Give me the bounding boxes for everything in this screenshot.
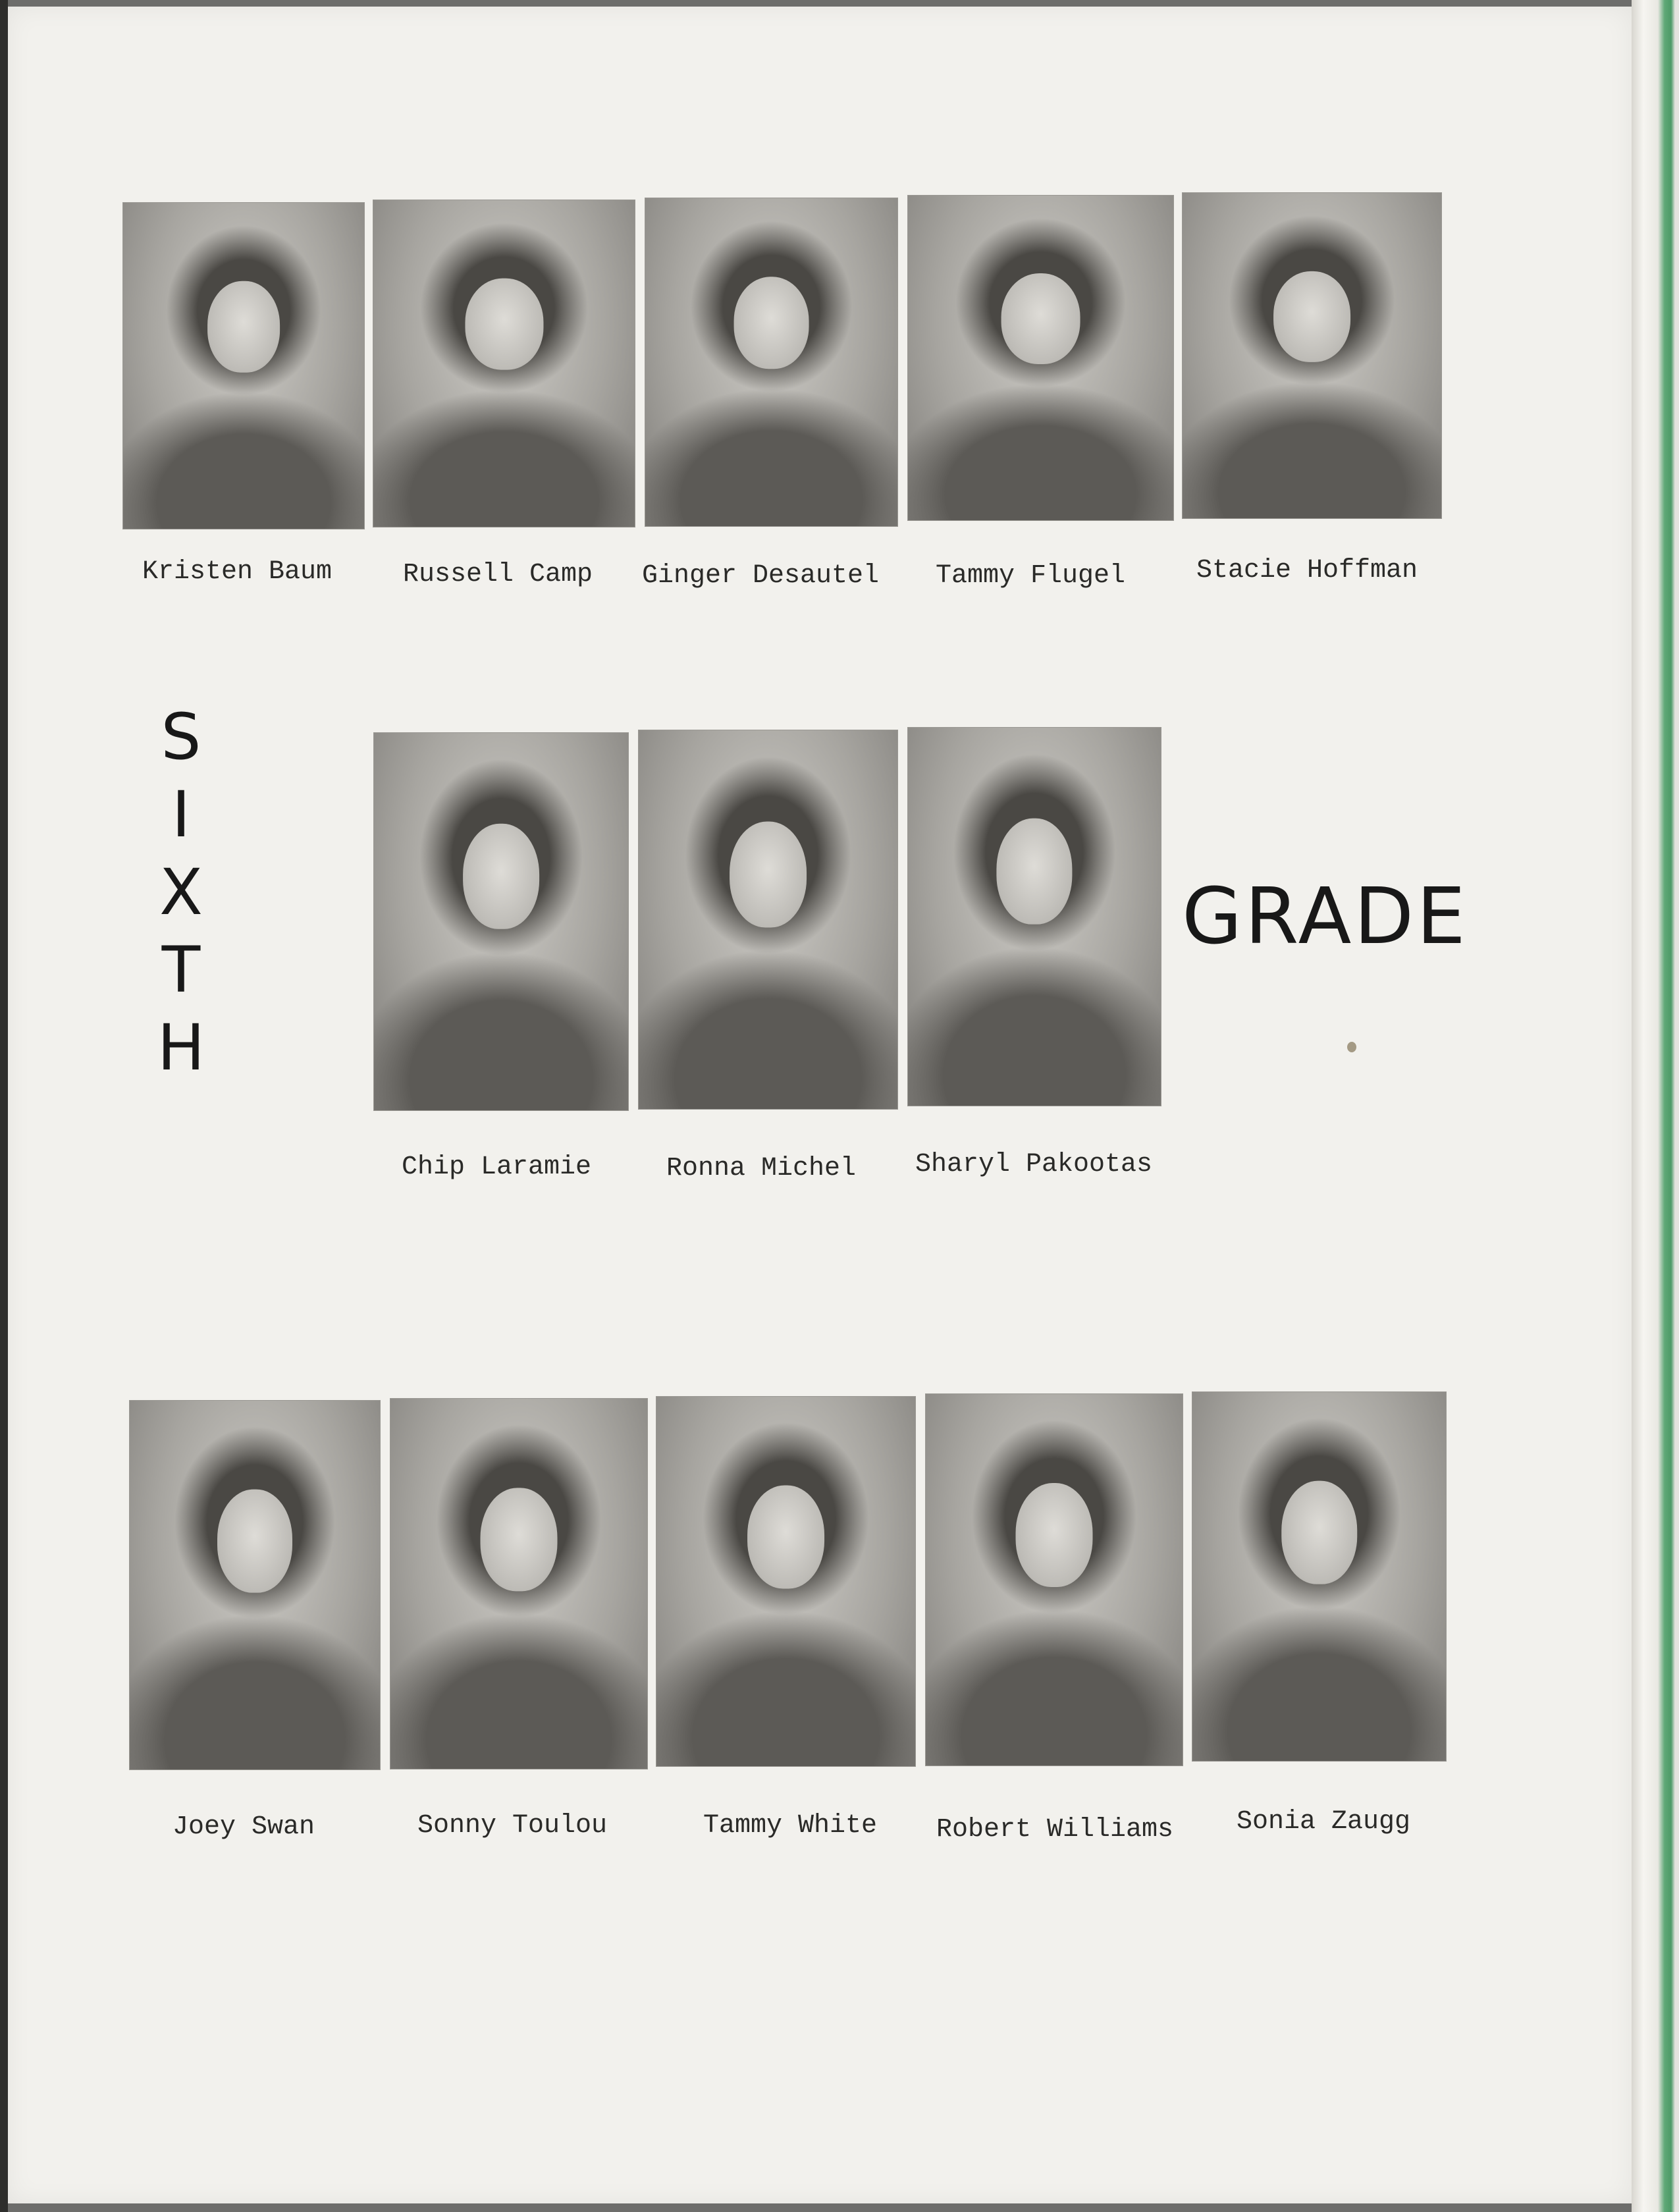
portrait-face	[207, 281, 280, 373]
student-name: Robert Williams	[936, 1815, 1174, 1845]
student-name: Kristen Baum	[142, 557, 333, 587]
portrait-face	[733, 277, 809, 369]
cover-edge	[1632, 0, 1679, 2212]
heading-sixth-vertical	[151, 698, 211, 1087]
portrait-face	[465, 279, 543, 370]
student-name: Ronna Michel	[666, 1154, 857, 1183]
student-name: Russell Camp	[402, 560, 593, 589]
student-photo-ronna-michel	[638, 730, 898, 1110]
student-photo-sonia-zaugg	[1192, 1391, 1447, 1762]
heading-grade: GRADE	[1182, 871, 1468, 961]
student-photo-russell-camp	[373, 200, 635, 527]
student-photo-stacie-hoffman	[1182, 192, 1442, 519]
student-name: Chip Laramie	[401, 1152, 592, 1182]
paper-speck	[1347, 1042, 1356, 1052]
student-photo-kristen-baum	[122, 202, 365, 529]
heading-letter: H	[157, 1011, 205, 1085]
portrait-face	[996, 819, 1072, 925]
portrait-face	[217, 1489, 292, 1592]
student-photo-joey-swan	[129, 1400, 381, 1770]
student-photo-robert-williams	[925, 1393, 1183, 1766]
student-photo-sharyl-pakootas	[907, 727, 1161, 1106]
student-photo-sonny-toulou	[390, 1398, 648, 1769]
portrait-face	[1281, 1480, 1358, 1584]
student-name: Joey Swan	[172, 1812, 315, 1842]
heading-letter: I	[171, 778, 191, 851]
portrait-face	[481, 1488, 558, 1591]
student-name: Ginger Desautel	[641, 561, 880, 591]
heading-letter: T	[161, 933, 201, 1007]
student-photo-tammy-white	[656, 1396, 916, 1767]
student-photo-ginger-desautel	[645, 198, 898, 527]
portrait-face	[1273, 271, 1351, 362]
student-name: Sonia Zaugg	[1236, 1807, 1411, 1837]
book-binding	[0, 0, 8, 2212]
heading-letter: S	[161, 700, 201, 774]
heading-letter: X	[159, 855, 203, 929]
student-name: Sonny Toulou	[417, 1811, 608, 1841]
portrait-face	[730, 821, 807, 927]
portrait-face	[1001, 273, 1080, 364]
student-name: Tammy White	[703, 1811, 878, 1841]
portrait-face	[747, 1486, 825, 1589]
portrait-face	[1016, 1483, 1093, 1587]
student-name: Stacie Hoffman	[1196, 556, 1418, 585]
portrait-face	[463, 824, 539, 929]
student-name: Sharyl Pakootas	[915, 1150, 1153, 1179]
student-photo-tammy-flugel	[907, 195, 1174, 521]
student-name: Tammy Flugel	[935, 561, 1126, 591]
student-photo-chip-laramie	[373, 732, 629, 1111]
